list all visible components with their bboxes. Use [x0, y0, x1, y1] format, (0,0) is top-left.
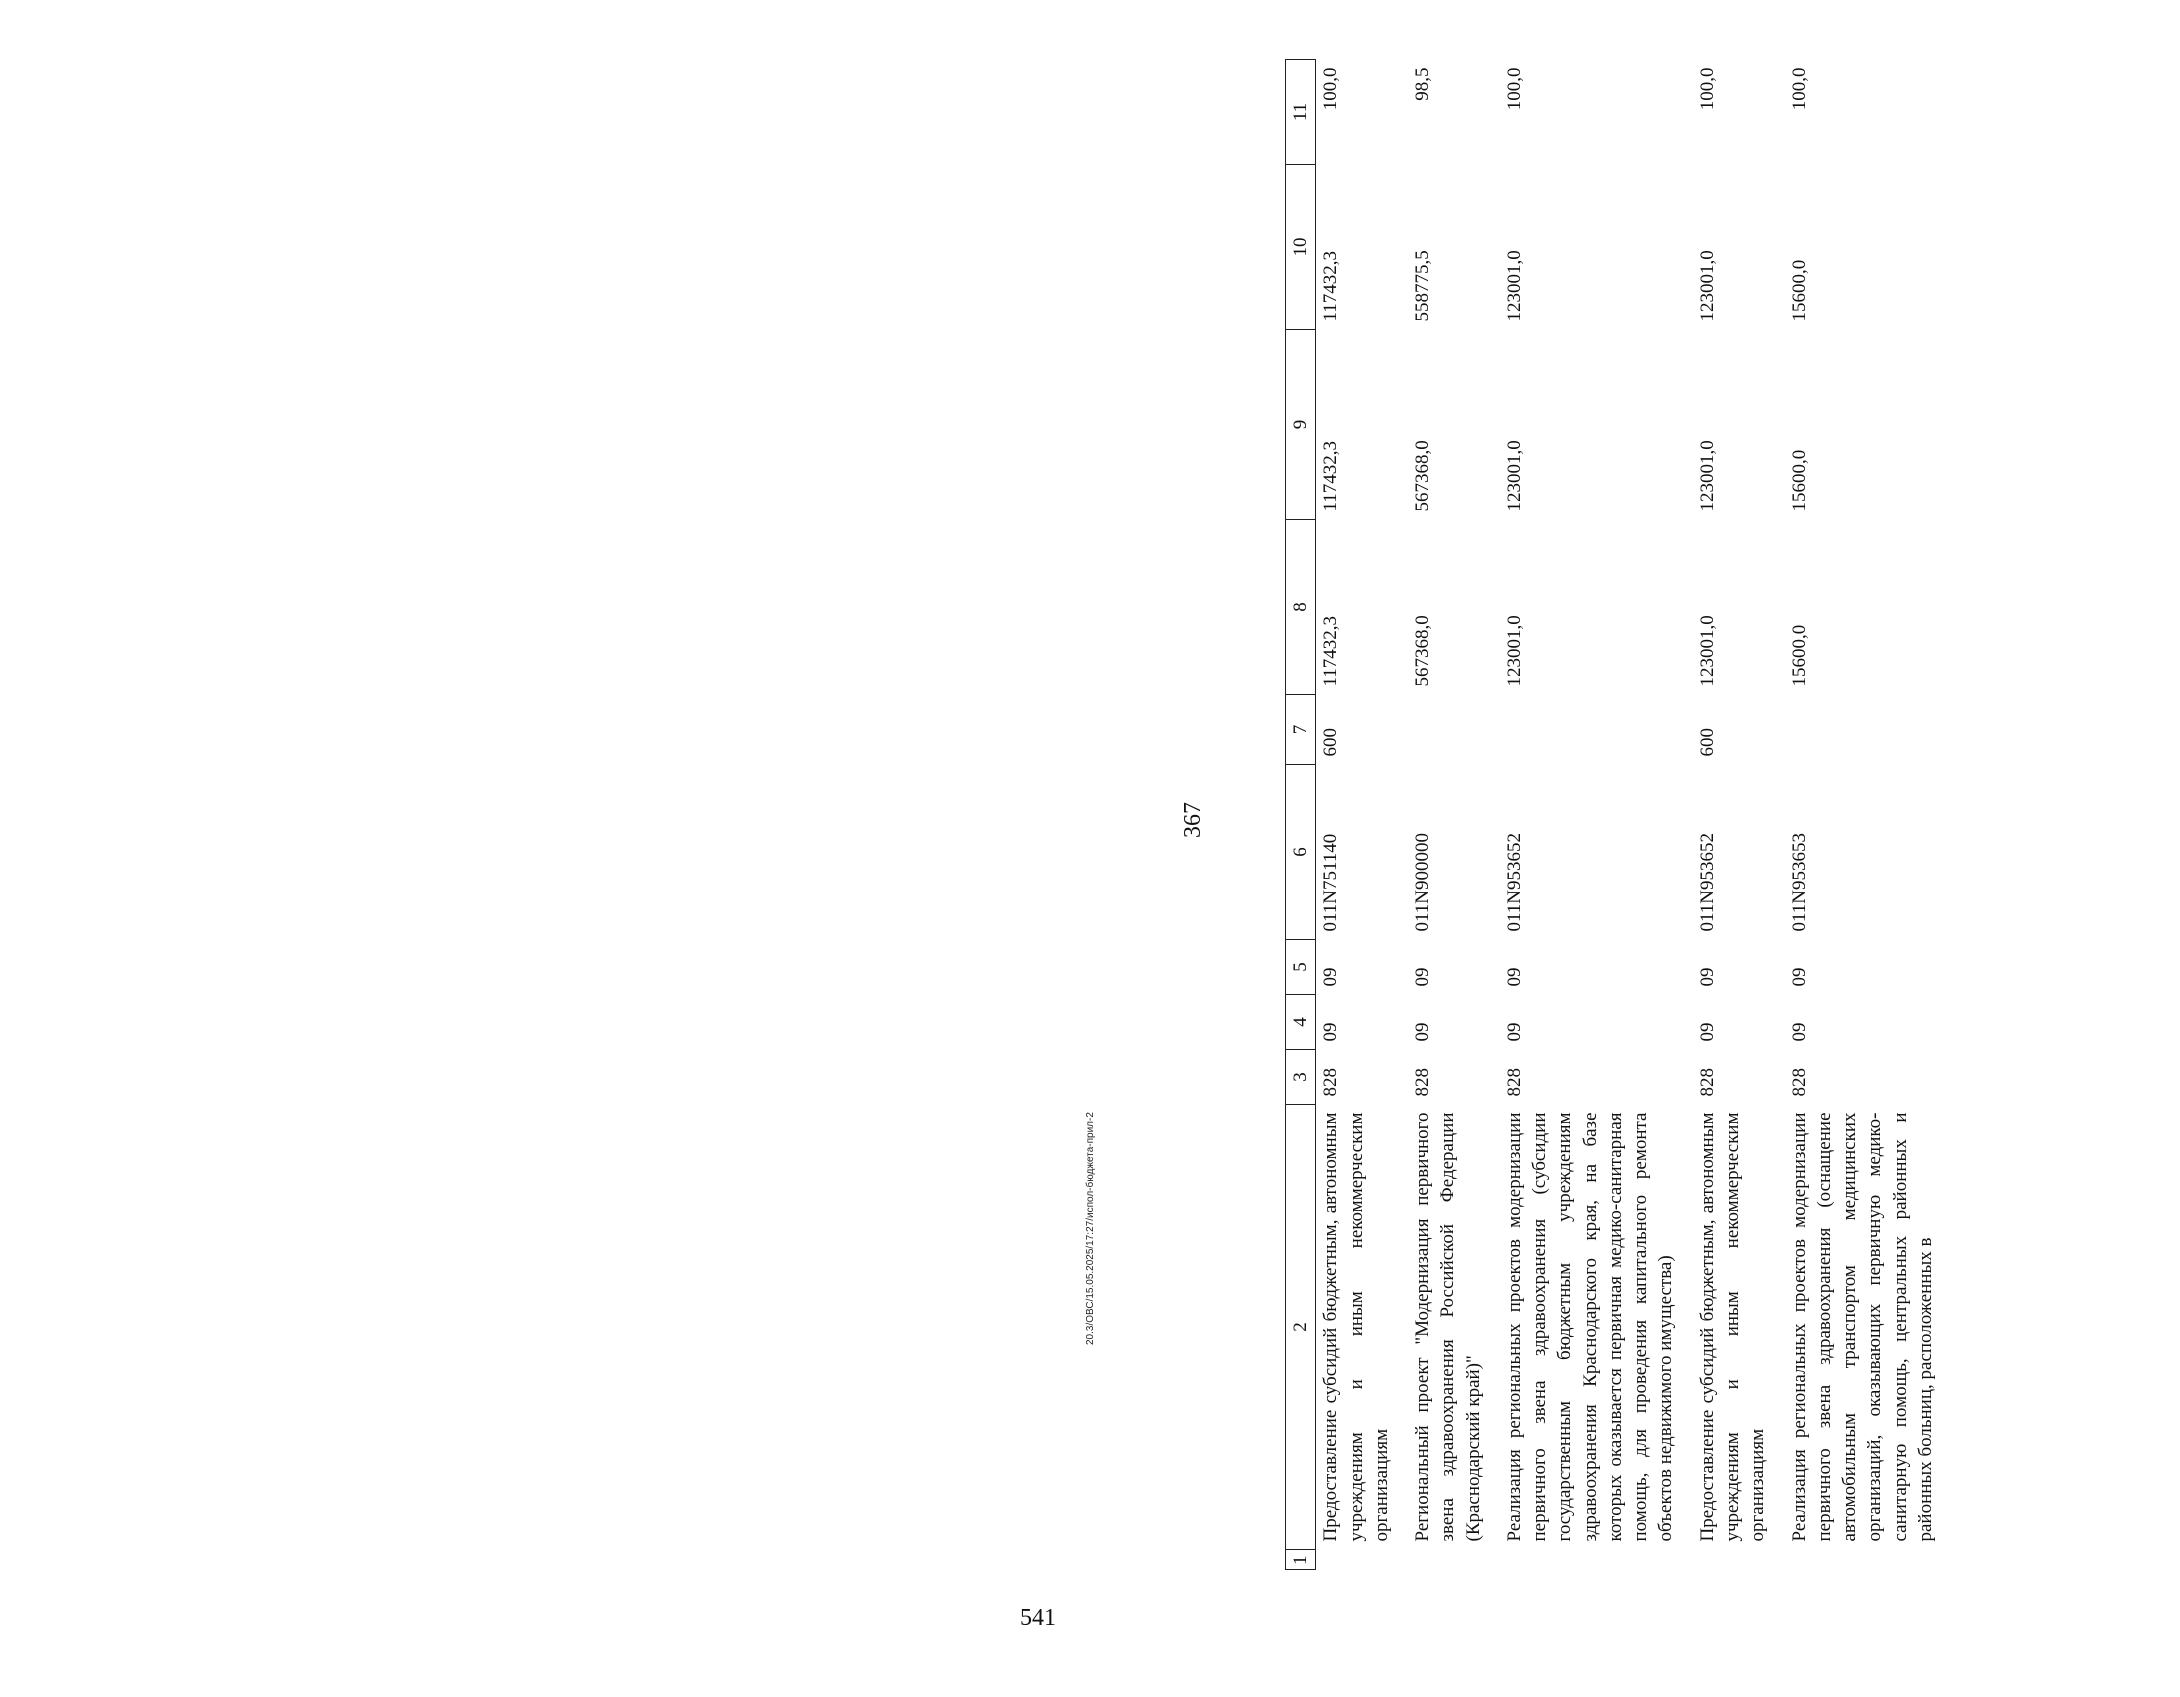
table-header-row — [1286, 60, 1316, 1570]
row-value-col10: 123001,0 — [1503, 250, 1525, 322]
row-expense-type — [1785, 695, 1953, 765]
row-name: Реализация региональных проектов модернизации первичного звена здравоохранения (оснащение автомобильным транспортом медицинских организаций, оказывающих первичную медико-санитарную помощь, центральных районных и районных больниц, расположенных в — [1788, 1112, 1936, 1542]
row-name: Реализация региональных проектов модернизации первичного звена здравоохранения (субсидии государственным бюджетным учреждениям здравоохранения Краснодарского края, на базе которых оказывается первичная медико-санитарная помощь, для проведения капитального ремонта объектов недвижимого имущества) — [1503, 1112, 1677, 1542]
table-row — [1500, 60, 1693, 1570]
row-target-article: 011N900000 — [1412, 832, 1434, 932]
row-value-col10: 558775,5 — [1412, 250, 1434, 322]
row-section: 09 — [1696, 1022, 1718, 1042]
table-row — [1408, 60, 1500, 1570]
row-ministry-code: 828 — [1788, 1068, 1810, 1097]
row-value-col9: 15600,0 — [1788, 449, 1810, 512]
row-target-article: 011N953652 — [1503, 832, 1525, 932]
row-value-col8: 123001,0 — [1503, 615, 1525, 687]
row-percent: 100,0 — [1320, 67, 1342, 111]
row-expense-type: 600 — [1320, 728, 1342, 757]
row-name: Региональный проект "Модернизация первичного звена здравоохранения Российской Федерации (Краснодарский край)" — [1412, 1112, 1484, 1542]
header-col-3: 3 — [1286, 1050, 1316, 1105]
header-col-9: 9 — [1286, 330, 1316, 520]
row-subsection: 09 — [1788, 967, 1810, 987]
row-target-article: 011N751140 — [1320, 833, 1342, 932]
row-value-col8: 117432,3 — [1320, 615, 1342, 687]
sheet-number: 541 — [1020, 1605, 1056, 1631]
row-value-col8: 15600,0 — [1788, 624, 1810, 687]
row-subsection: 09 — [1503, 967, 1525, 987]
header-col-7: 7 — [1286, 695, 1316, 765]
row-section: 09 — [1412, 1022, 1434, 1042]
table-row — [1693, 60, 1785, 1570]
document-footer-code: 20.3/ОВС/15.05.2025/17:27/испол-бюджета-прил-2 — [1085, 1112, 1096, 1345]
header-col-2: 2 — [1286, 1105, 1316, 1550]
row-name: Предоставление субсидий бюджетным, автономным учреждениям и иным некоммерческим организациям — [1696, 1112, 1769, 1542]
row-percent: 100,0 — [1696, 67, 1718, 111]
header-col-11: 11 — [1286, 60, 1316, 165]
row-name: Предоставление субсидий бюджетным, автономным учреждениям и иным некоммерческим организациям — [1320, 1112, 1392, 1542]
row-value-col8: 567368,0 — [1412, 615, 1434, 687]
header-col-5: 5 — [1286, 940, 1316, 995]
row-ministry-code: 828 — [1320, 1068, 1342, 1097]
row-ministry-code: 828 — [1412, 1068, 1434, 1097]
row-percent: 100,0 — [1788, 67, 1810, 111]
row-value-col9: 567368,0 — [1412, 440, 1434, 512]
row-subsection: 09 — [1412, 967, 1434, 987]
header-col-8: 8 — [1286, 520, 1316, 695]
row-subsection: 09 — [1696, 967, 1718, 987]
row-percent: 100,0 — [1503, 67, 1525, 111]
row-value-col10: 123001,0 — [1696, 250, 1718, 322]
row-target-article: 011N953653 — [1788, 832, 1810, 932]
header-col-10: 10 — [1286, 165, 1316, 330]
page-number: 367 — [1180, 802, 1206, 838]
header-col-1: 1 — [1286, 1550, 1316, 1570]
row-value-col8: 123001,0 — [1696, 615, 1718, 687]
row-expense-type: 600 — [1696, 728, 1718, 757]
row-target-article: 011N953652 — [1696, 832, 1718, 932]
rotated-landscape-page — [1180, 67, 2180, 1660]
row-value-col10: 117432,3 — [1320, 250, 1342, 322]
row-section: 09 — [1503, 1022, 1525, 1042]
row-expense-type — [1408, 695, 1500, 765]
header-col-4: 4 — [1286, 995, 1316, 1050]
row-subsection: 09 — [1320, 967, 1342, 987]
row-value-col9: 123001,0 — [1696, 440, 1718, 512]
row-section: 09 — [1320, 1022, 1342, 1042]
row-percent: 98,5 — [1412, 67, 1434, 101]
row-ministry-code: 828 — [1503, 1068, 1525, 1097]
row-ministry-code: 828 — [1696, 1068, 1718, 1097]
row-value-col9: 123001,0 — [1503, 440, 1525, 512]
row-section: 09 — [1788, 1022, 1810, 1042]
row-expense-type — [1500, 695, 1693, 765]
header-col-6: 6 — [1286, 765, 1316, 940]
budget-table — [1285, 59, 1952, 1570]
table-row — [1316, 60, 1408, 1570]
row-value-col10: 15600,0 — [1788, 259, 1810, 322]
row-value-col9: 117432,3 — [1320, 440, 1342, 512]
table-row — [1785, 60, 1953, 1570]
